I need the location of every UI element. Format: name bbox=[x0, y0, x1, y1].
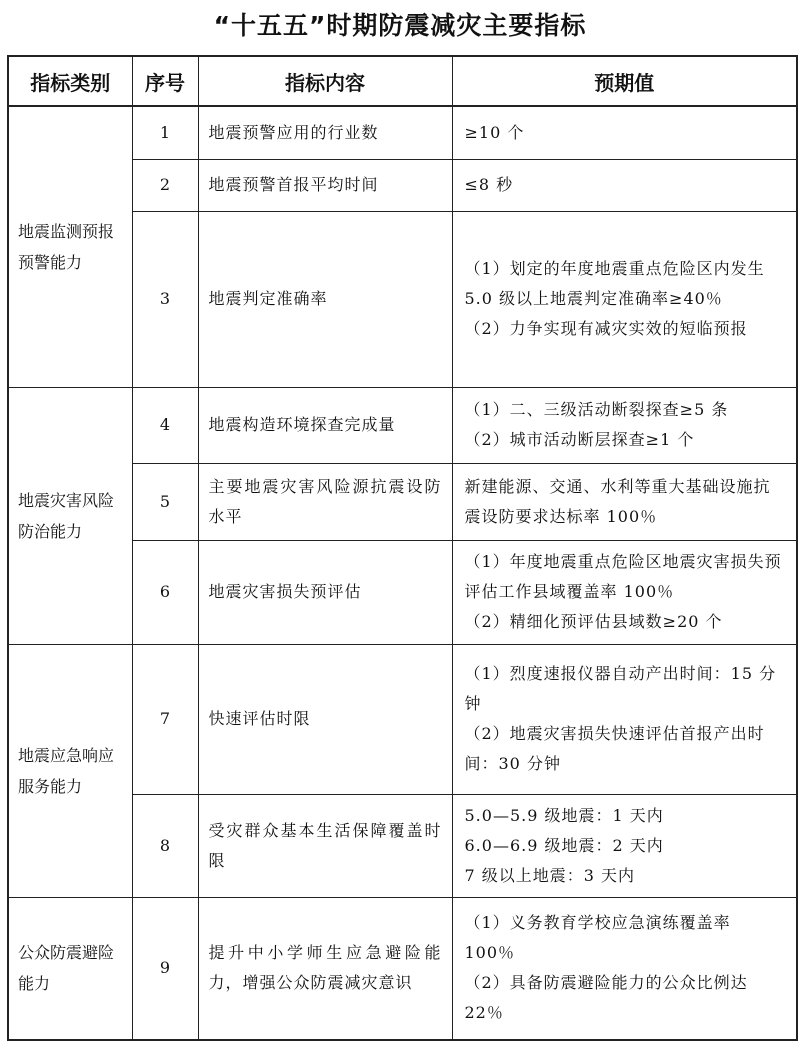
indicator-table bbox=[7, 55, 798, 1041]
value-line: （2）地震灾害损失快速评估首报产出时间：30 分钟 bbox=[464, 724, 765, 773]
row-number: 2 bbox=[132, 159, 198, 211]
expected-value bbox=[452, 463, 797, 540]
value-line: 6.0—6.9 级地震：2 天内 bbox=[464, 835, 664, 855]
header-expected-value: 预期值 bbox=[452, 56, 797, 106]
table-row bbox=[8, 106, 797, 159]
indicator-content: 地震灾害损失预评估 bbox=[198, 540, 452, 644]
table-title: “十五五”时期防震减灾主要指标 bbox=[213, 11, 587, 40]
row-number: 7 bbox=[132, 644, 198, 794]
indicator-content: 受灾群众基本生活保障覆盖时限 bbox=[198, 794, 452, 897]
value-line: （2）精细化预评估县域数≥20 个 bbox=[464, 612, 723, 631]
value-line: （1）年度地震重点危险区地震灾害损失预评估工作县域覆盖率 100％ bbox=[464, 552, 782, 601]
header-content: 指标内容 bbox=[198, 56, 452, 106]
row-number: 9 bbox=[132, 897, 198, 1040]
expected-value bbox=[452, 106, 797, 159]
indicator-content: 快速评估时限 bbox=[198, 644, 452, 794]
indicator-content: 地震预警应用的行业数 bbox=[198, 106, 452, 159]
table-row bbox=[8, 387, 797, 463]
expected-value bbox=[452, 540, 797, 644]
expected-value bbox=[452, 159, 797, 211]
value-line: 5.0—5.9 级地震：1 天内 bbox=[464, 805, 664, 825]
value-line: （2）城市活动断层探查≥1 个 bbox=[464, 430, 695, 449]
table-row bbox=[8, 897, 797, 1040]
category-cell: 公众防震避险能力 bbox=[8, 897, 132, 1040]
indicator-content: 地震预警首报平均时间 bbox=[198, 159, 452, 211]
value-line: （2）具备防震避险能力的公众比例达 22％ bbox=[464, 973, 748, 1023]
row-number: 8 bbox=[132, 794, 198, 897]
expected-value bbox=[452, 387, 797, 463]
category-cell: 地震监测预报预警能力 bbox=[8, 106, 132, 387]
row-number: 1 bbox=[132, 106, 198, 159]
header-category: 指标类别 bbox=[8, 56, 132, 106]
value-line: ≥10 个 bbox=[464, 122, 525, 142]
row-number: 6 bbox=[132, 540, 198, 644]
value-line: （2）力争实现有减灾实效的短临预报 bbox=[464, 319, 748, 338]
value-line: 新建能源、交通、水利等重大基础设施抗震设防要求达标率 100％ bbox=[464, 476, 771, 526]
expected-value bbox=[452, 794, 797, 897]
value-line: （1）烈度速报仪器自动产出时间：15 分钟 bbox=[464, 664, 777, 713]
value-line: 7 级以上地震：3 天内 bbox=[464, 865, 636, 885]
expected-value bbox=[452, 644, 797, 794]
row-number: 3 bbox=[132, 211, 198, 387]
indicator-content: 地震构造环境探查完成量 bbox=[198, 387, 452, 463]
value-line: （1）划定的年度地震重点危险区内发生 5.0 级以上地震判定准确率≥40％ bbox=[464, 259, 765, 308]
table-row bbox=[8, 644, 797, 794]
value-line: （1）义务教育学校应急演练覆盖率 100％ bbox=[464, 913, 731, 963]
indicator-content: 提升中小学师生应急避险能力，增强公众防震减灾意识 bbox=[198, 897, 452, 1040]
value-line: ≤8 秒 bbox=[464, 175, 514, 194]
expected-value bbox=[452, 211, 797, 387]
header-number: 序号 bbox=[132, 56, 198, 106]
row-number: 5 bbox=[132, 463, 198, 540]
expected-value bbox=[452, 897, 797, 1040]
indicator-content: 地震判定准确率 bbox=[198, 211, 452, 387]
category-cell: 地震灾害风险防治能力 bbox=[8, 387, 132, 644]
indicator-content: 主要地震灾害风险源抗震设防水平 bbox=[198, 463, 452, 540]
category-cell: 地震应急响应服务能力 bbox=[8, 644, 132, 897]
header-row bbox=[8, 56, 797, 106]
row-number: 4 bbox=[132, 387, 198, 463]
value-line: （1）二、三级活动断裂探查≥5 条 bbox=[464, 400, 729, 419]
